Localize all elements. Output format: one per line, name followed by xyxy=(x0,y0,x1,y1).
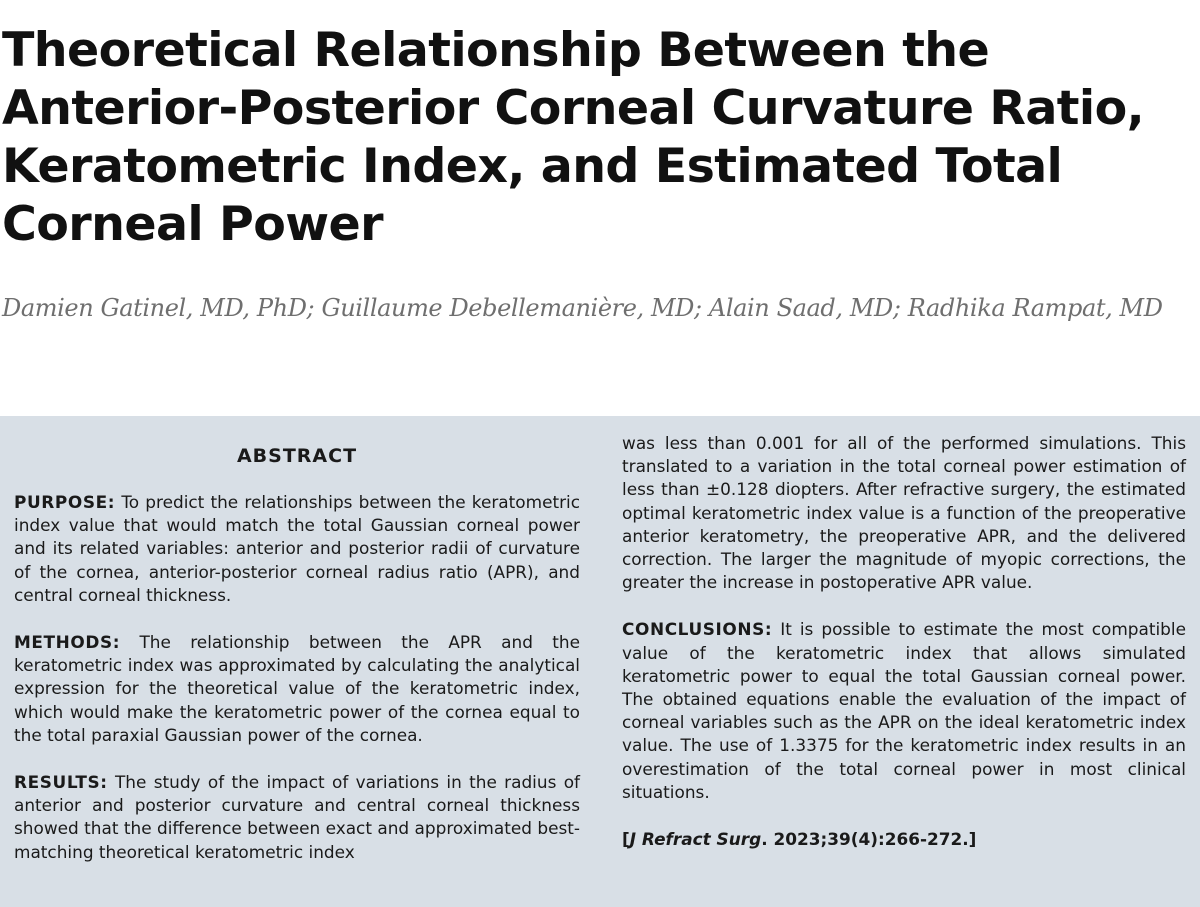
conclusions-text: It is possible to estimate the most compatible value of the keratometric index that allows simulated keratometric power to equal the total Gaussian corneal power. The obtained equations enable the evaluation of the impact of corneal variables such as the APR on the ideal keratometric index value. The use of 1.3375 for the keratometric index results in an overestimation of the total corneal power in most clinical situations. xyxy=(622,619,1186,802)
article-title: Theoretical Relationship Between the Anterior-Posterior Corneal Curvature Ratio, Keratometric Index, and Estimated Total Corneal Power xyxy=(2,23,1145,252)
abstract-column-right xyxy=(622,432,1186,851)
purpose-paragraph xyxy=(14,491,580,607)
abstract-column-left xyxy=(14,440,580,888)
results-label: RESULTS: xyxy=(14,772,108,793)
conclusions-paragraph xyxy=(622,618,1186,804)
methods-text: The relationship between the APR and the keratometric index was approximated by calculating the analytical expression for the theoretical value of the keratometric index, which would make the keratometric power of the cornea equal to the total paraxial Gaussian power of the cornea. xyxy=(14,632,580,745)
citation-details: . 2023;39(4):266-272.] xyxy=(761,829,977,850)
results-continuation-paragraph xyxy=(622,432,1186,594)
abstract-heading: ABSTRACT xyxy=(236,445,358,467)
methods-label: METHODS: xyxy=(14,632,121,653)
purpose-text: To predict the relationships between the keratometric index value that would match the total Gaussian corneal power and its related variables: anterior and posterior radii of curvature of the cornea, anterior-posterior corneal radius ratio (APR), and central corneal thickness. xyxy=(14,492,581,605)
author-list: Damien Gatinel, MD, PhD; Guillaume Debellemanière, MD; Alain Saad, MD; Radhika Rampat, MD xyxy=(2,294,1163,322)
citation-journal: J Refract Surg xyxy=(629,829,762,850)
conclusions-label: CONCLUSIONS: xyxy=(622,619,773,640)
methods-paragraph xyxy=(14,631,580,747)
purpose-label: PURPOSE: xyxy=(14,492,116,512)
abstract-box xyxy=(0,416,1200,907)
results-text-part2: was less than 0.001 for all of the performed simulations. This translated to a variation in the total corneal power estimation of less than ±0.128 diopters. After refractive surgery, the estimated optimal keratometric index value is a function of the preoperative anterior keratometry, the preoperative APR, and the delivered correction. The larger the magnitude of myopic corrections, the greater the increase in postoperative APR value. xyxy=(622,433,1186,593)
citation xyxy=(622,828,1186,851)
citation-open-bracket: [ xyxy=(622,829,630,850)
results-paragraph xyxy=(14,771,580,864)
results-text-part1: The study of the impact of variations in the radius of anterior and posterior curvature and central corneal thickness showed that the difference between exact and approximated best-matching theoretical keratometric index xyxy=(14,772,580,862)
